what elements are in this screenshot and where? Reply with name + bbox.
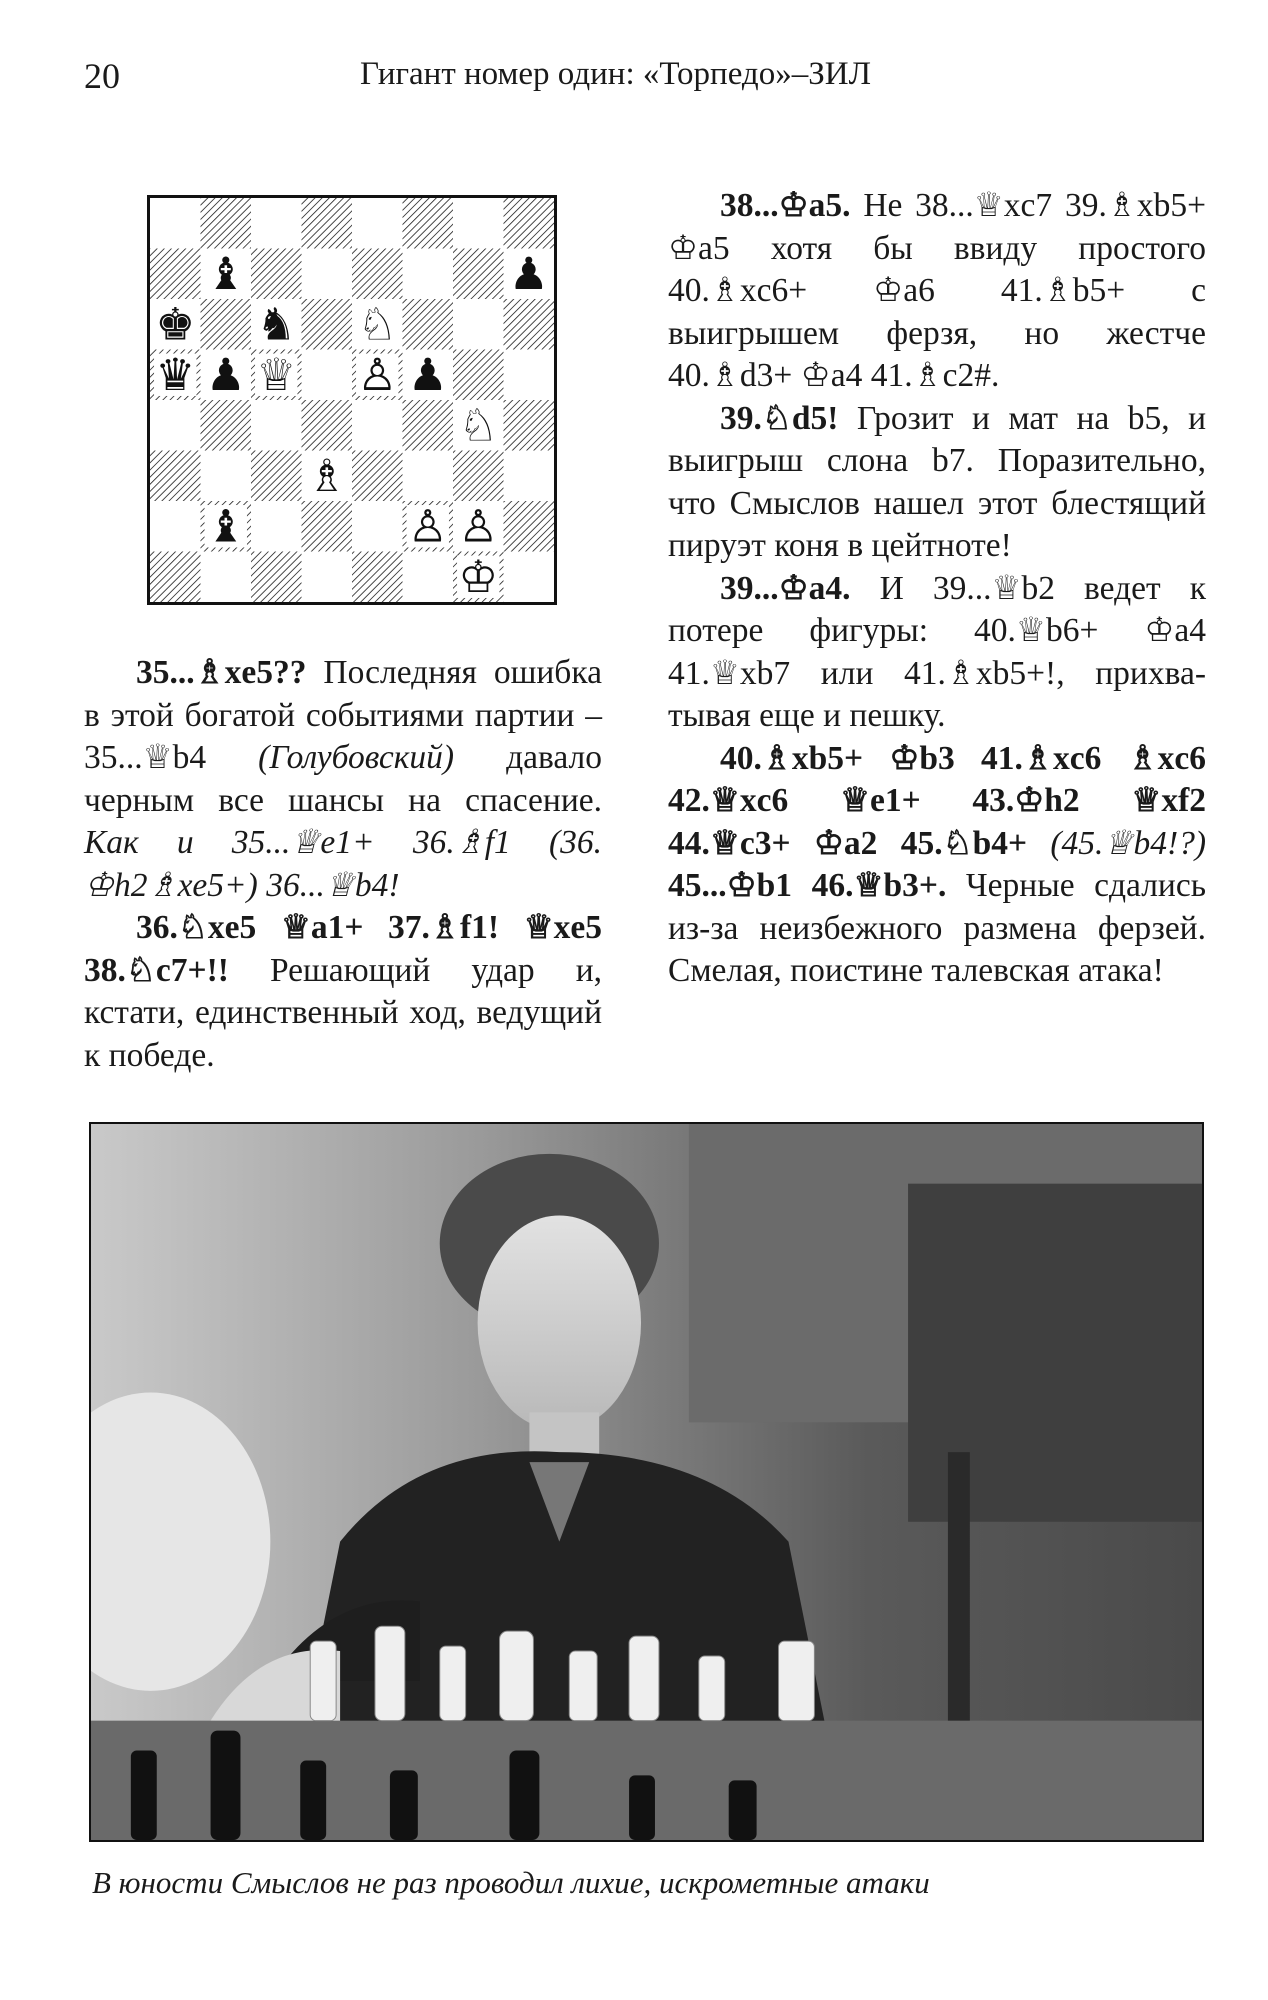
white-piece-g2: ♙	[458, 501, 499, 553]
dark-square-f4	[403, 400, 454, 451]
light-square-e8	[352, 198, 403, 249]
annotation-move-40	[668, 738, 1206, 993]
dark-square-g5	[453, 350, 504, 401]
comment-text: Не 38...♕xc7 39.♗xb5+ ♔a5 хотя бы ввиду простого 40.♗xc6+ ♔a6 41.♗b5+ с выигрышем ферзя, но жестче 40.♗d3+ ♔a4 41.♗c2#.	[668, 187, 1206, 394]
annotation-move-36	[84, 907, 602, 1077]
dark-square-c3	[251, 451, 302, 502]
dark-square-a3	[150, 451, 201, 502]
annotation-move-39	[668, 398, 1206, 568]
dark-square-f8	[403, 198, 454, 249]
dark-square-d4	[302, 400, 353, 451]
white-piece-c5: ♕	[256, 349, 297, 401]
space	[499, 909, 524, 946]
black-piece-a6: ♚	[155, 299, 196, 351]
comment-text: Черные сдались из-за неизбежного размена ферзей. Смелая, поистине талевская атака!	[668, 867, 1206, 989]
black-piece-b7: ♝	[205, 248, 246, 300]
move-notation: ♕xe5 38.♘c7+!!	[84, 909, 603, 989]
light-square-c8	[251, 198, 302, 249]
dark-square-a7	[150, 249, 201, 300]
dark-square-b8	[201, 198, 252, 249]
move-notation: 39...♔a4.	[720, 569, 851, 607]
dark-square-h4	[504, 400, 555, 451]
annotation-move-35	[84, 652, 602, 907]
photo-young-player	[89, 1122, 1204, 1842]
dark-square-f6	[403, 299, 454, 350]
comment-text: И 39...♕b2 ведет к потере фигуры: 40.♕b6+ ♔a4 41.♕xb7 или 41.♗xb5+!, прихватывая еще и пешку.	[668, 569, 1206, 734]
dark-square-e3	[352, 451, 403, 502]
commentator-name: (Голубовский)	[258, 739, 455, 776]
white-piece-e5: ♙	[357, 349, 398, 401]
dark-square-e1	[352, 552, 403, 603]
annotation-move-38	[668, 185, 1206, 398]
light-square-g8	[453, 198, 504, 249]
comment-text: Решающий удар и, кстати, единственный ход, ведущий к победе.	[84, 951, 602, 1074]
move-notation: 39.♘d5!	[720, 399, 839, 437]
white-piece-f2: ♙	[407, 501, 448, 553]
dark-square-d8	[302, 198, 353, 249]
black-piece-b2: ♝	[205, 501, 246, 553]
light-square-c2	[251, 501, 302, 552]
white-piece-g4: ♘	[458, 400, 499, 452]
dark-square-h8	[504, 198, 555, 249]
light-square-d5	[302, 350, 353, 401]
light-square-f7	[403, 249, 454, 300]
white-piece-d3: ♗	[306, 450, 347, 502]
light-square-f3	[403, 451, 454, 502]
page-number: 20	[84, 56, 120, 96]
space	[256, 909, 281, 946]
dark-square-g7	[453, 249, 504, 300]
light-square-g6	[453, 299, 504, 350]
photo-caption: В юности Смыслов не раз проводил лихие, искрометные атаки	[92, 1865, 930, 1900]
move-notation: 45...♔b1 46.♕b3+.	[668, 867, 947, 904]
light-square-a2	[150, 501, 201, 552]
light-square-d7	[302, 249, 353, 300]
move-notation: 40.♗xb5+ ♔b3 41.♗xc6 ♗xc6 42.♕xc6 ♕e1+ 43.♔h2 ♕xf2 44.♕c3+ ♔a2 45.♘b4+	[668, 739, 1206, 862]
light-square-f1	[403, 552, 454, 603]
light-square-h5	[504, 350, 555, 401]
black-piece-f5: ♟	[407, 349, 448, 401]
light-square-h1	[504, 552, 555, 603]
light-square-h3	[504, 451, 555, 502]
black-piece-b5: ♟	[205, 349, 246, 401]
dark-square-d6	[302, 299, 353, 350]
variation-text: Как и 35...♕e1+ 36.♗f1 (36. ♔h2♗xe5+) 36...♕b4!	[84, 824, 602, 904]
light-square-b1	[201, 552, 252, 603]
dark-square-e7	[352, 249, 403, 300]
commentary-right-column	[668, 185, 1206, 993]
light-square-a8	[150, 198, 201, 249]
light-square-e4	[352, 400, 403, 451]
dark-square-h6	[504, 299, 555, 350]
annotation-move-39-reply	[668, 568, 1206, 738]
dark-square-g3	[453, 451, 504, 502]
light-square-b3	[201, 451, 252, 502]
chess-diagram	[147, 195, 557, 605]
dark-square-b6	[201, 299, 252, 350]
light-square-c4	[251, 400, 302, 451]
running-head: Гигант номер один: «Торпедо»–ЗИЛ	[360, 56, 871, 92]
dark-square-d2	[302, 501, 353, 552]
move-notation: 36.♘xe5	[136, 909, 257, 946]
white-piece-g1: ♔	[458, 551, 499, 602]
black-piece-c6: ♞	[256, 299, 297, 351]
chess-board	[150, 198, 554, 602]
commentary-left-column	[84, 652, 602, 1077]
comment-text: Последняя ошибка в этой богатой событиями партии – 35...♕b4	[84, 654, 602, 776]
white-piece-e6: ♘	[357, 299, 398, 351]
light-square-a4	[150, 400, 201, 451]
light-square-e2	[352, 501, 403, 552]
comment-text: Грозит и мат на b5, и выигрыш слона b7. Поразительно, что Смыслов нашел этот блестящий пируэт коня в цейтноте!	[668, 399, 1206, 564]
dark-square-h2	[504, 501, 555, 552]
move-notation: 38...♔a5.	[720, 187, 851, 224]
light-square-d1	[302, 552, 353, 603]
dark-square-b4	[201, 400, 252, 451]
black-piece-a5: ♛	[155, 349, 196, 401]
variation-text: (45.♕b4!?)	[1027, 824, 1206, 862]
dark-square-a1	[150, 552, 201, 603]
move-notation: ♕a1+ 37.♗f1!	[280, 909, 500, 946]
move-notation: 35...♗xe5??	[136, 654, 307, 691]
dark-square-c7	[251, 249, 302, 300]
dark-square-c1	[251, 552, 302, 603]
black-piece-h7: ♟	[508, 248, 549, 300]
comment-text: давало черным все шансы на спасение.	[84, 739, 602, 819]
photo-image	[91, 1124, 1202, 1840]
